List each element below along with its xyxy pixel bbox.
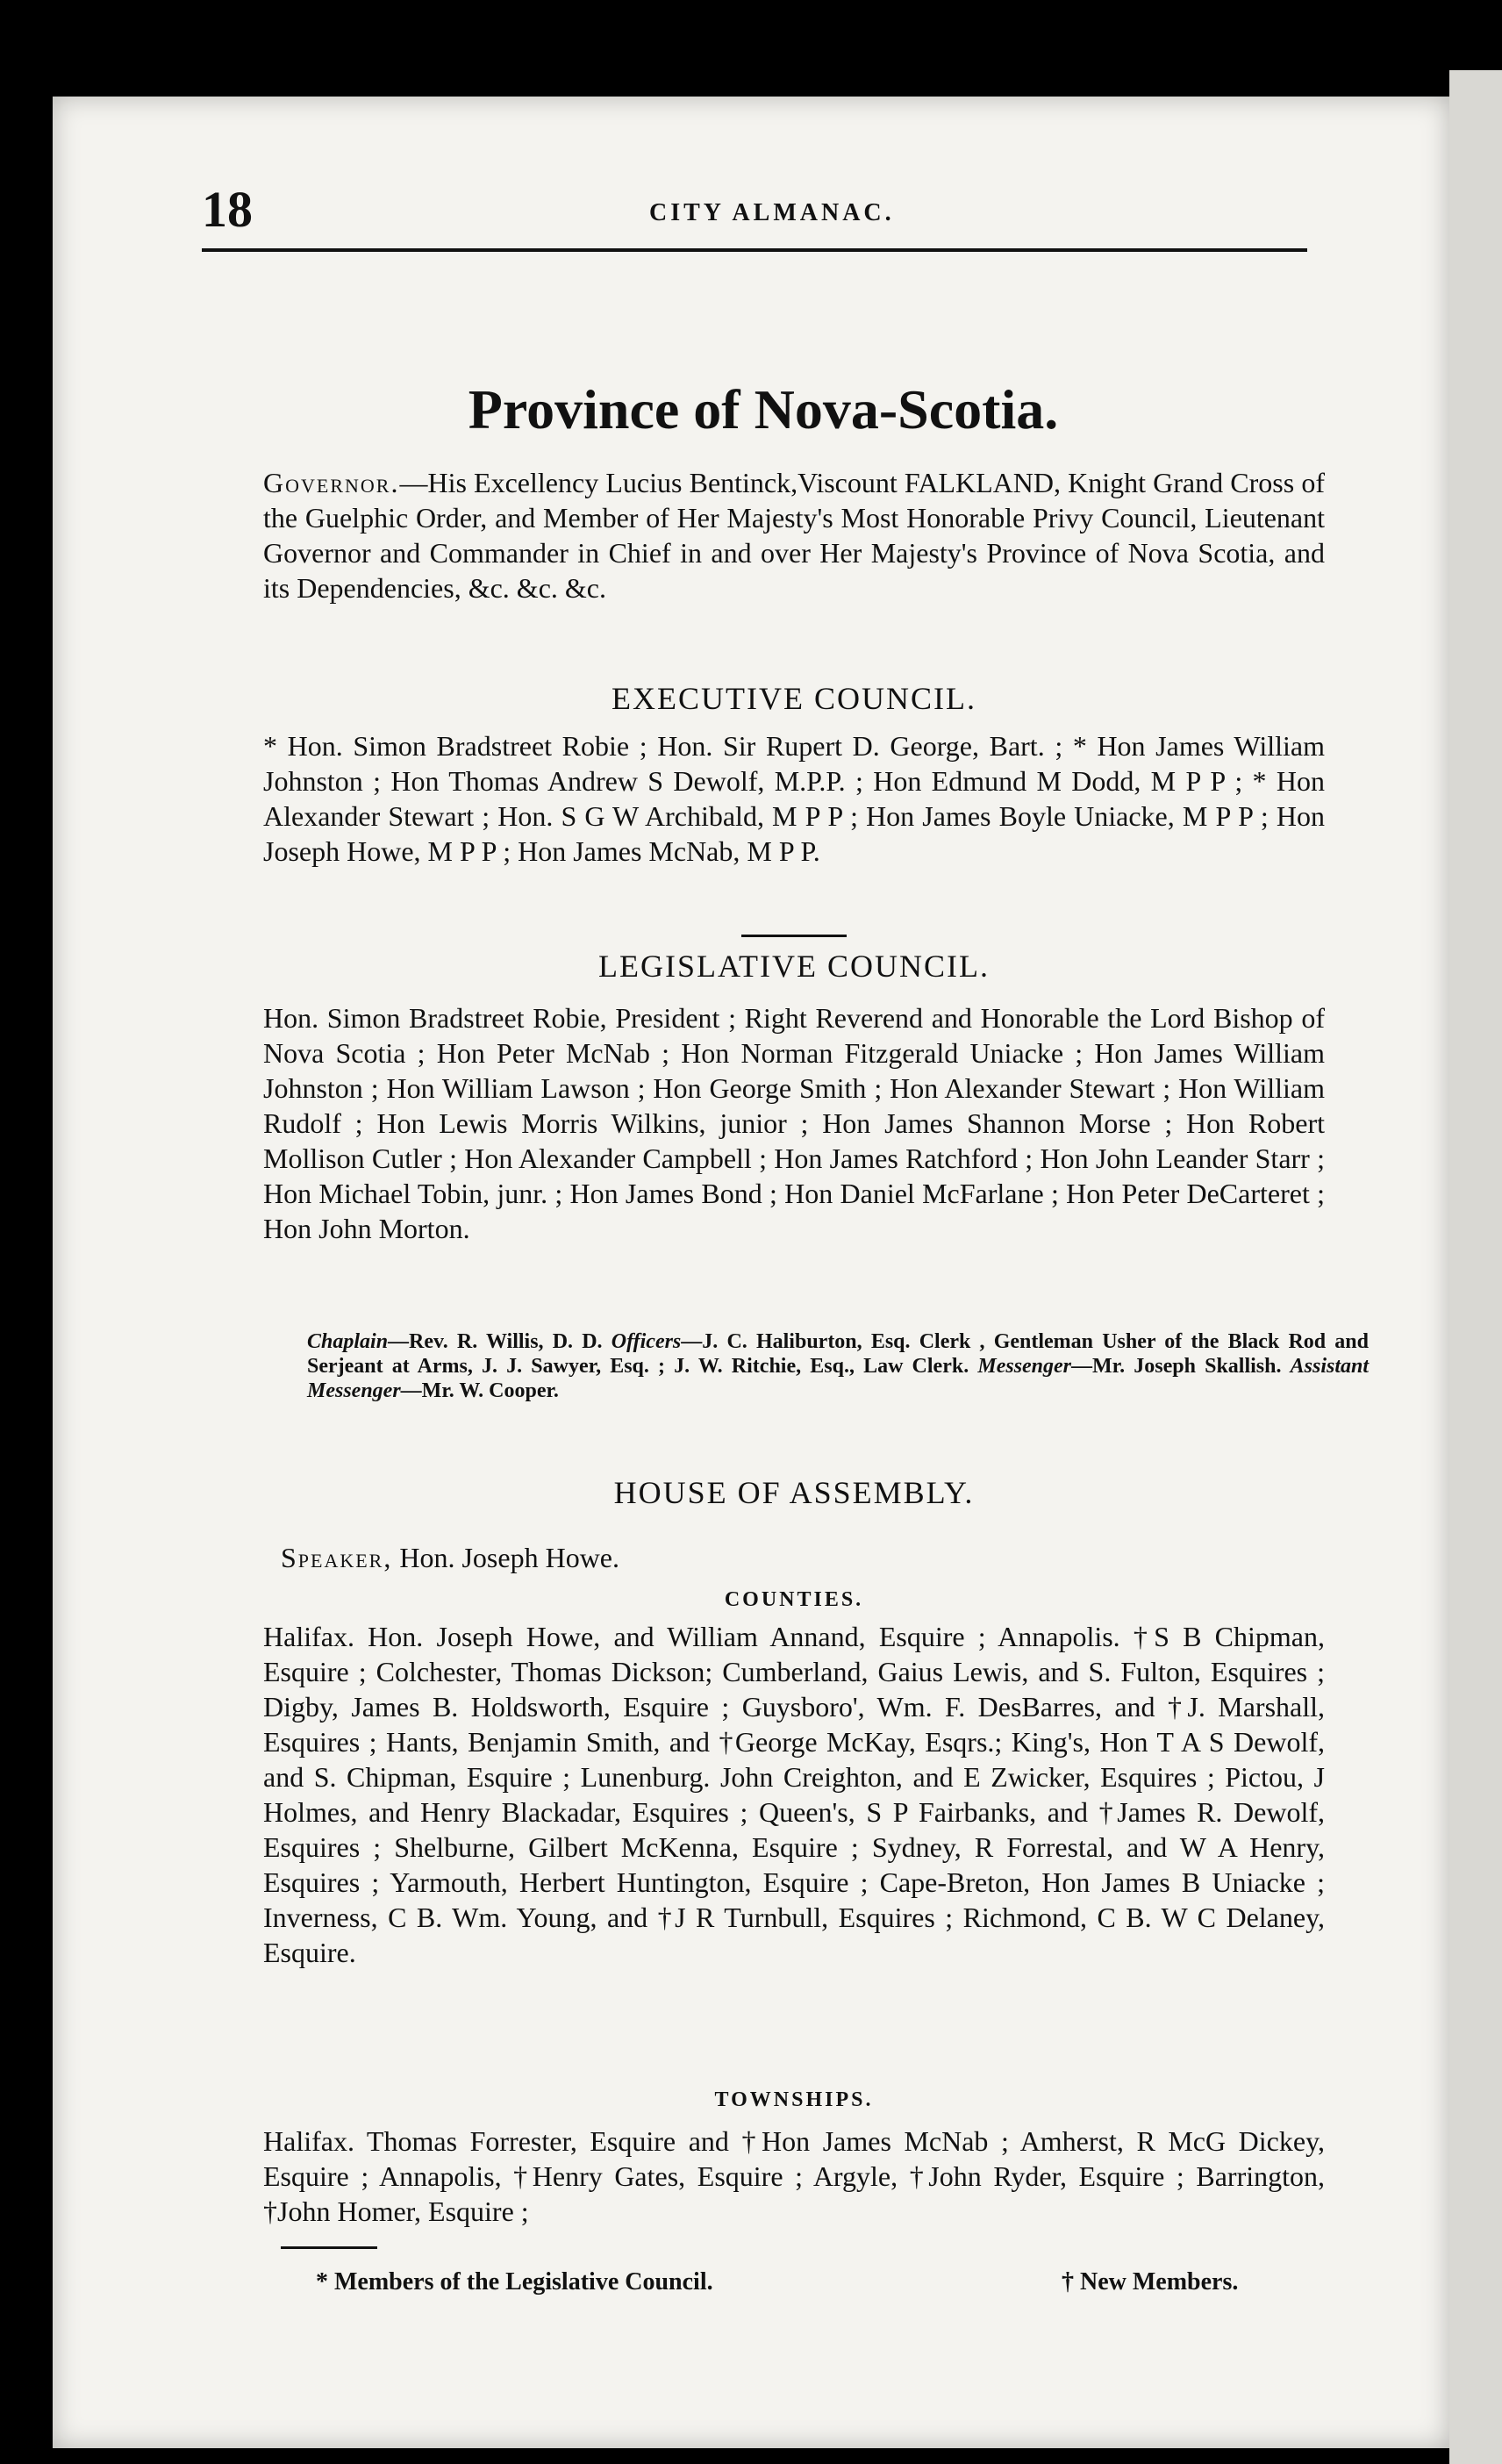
legislative-council-members: Hon. Simon Bradstreet Robie, President ; Right Reverend and Honorable the Lord Bishop of Nova Scotia ; Hon Peter McNab ; Hon Norman Fitzgerald Uniacke ; Hon James William Johnston ; Hon William Lawson ; Hon George Smith ; Hon Alexander Stewart ; Hon William Rudolf ; Hon Lewis Morris Wilkins, junior ; Hon James Shannon Morse ; Hon Robert Mollison Cutler ; Hon Alexander Campbell ; Hon James Ratchford ; Hon John Leander Starr ; Hon Michael Tobin, junr. ; Hon James Bond ; Hon Daniel McFarlane ; Hon Peter DeCarteret ; Hon John Morton. [263,1002,1325,1244]
assistant-messenger-text: —Mr. W. Cooper. [400,1379,559,1402]
governor-label: Governor. [263,467,400,498]
page-header [202,180,1307,250]
almanac-page [53,97,1449,2448]
officers-label: Officers [611,1330,682,1353]
governor-text: —His Excellency Lucius Bentinck,Viscount FALKLAND, Knight Grand Cross of the Guelphic Order, and Member of Her Majesty's Most Honorable Privy Council, Lieutenant Governor and Commander in Chief in and over Her Majesty's Province of Nova Scotia, and its Dependencies, &c. &c. &c. [263,467,1325,604]
chaplain-text: —Rev. R. Willis, D. D. [388,1330,603,1353]
messenger-label: Messenger [977,1355,1072,1378]
footnote-legislative-council: * Members of the Legislative Council. [316,2268,713,2296]
counties-members: Halifax. Hon. Joseph Howe, and William Annand, Esquire ; Annapolis. †S B Chipman, Esquire ; Colchester, Thomas Dickson; Cumberland, Gaius Lewis, and S. Fulton, Esquires ; Digby, James B. Holdsworth, Esquire ; Guysboro', Wm. F. DesBarres, and †J. Marshall, Esquires ; Hants, Benjamin Smith, and †George McKay, Esqrs.; King's, Hon T A S Dewolf, and S. Chipman, Esquire ; Lunenburg. John Creighton, and E Zwicker, Esquires ; Pictou, J Holmes, and Henry Blackadar, Esquires ; Queen's, S P Fairbanks, and †James R. Dewolf, Esquires ; Shelburne, Gilbert McKenna, Esquire ; Sydney, R Forrestal, and W A Henry, Esquires ; Yarmouth, Herbert Huntington, Esquire ; Cape-Breton, Hon James B Uniacke ; Inverness, C B. Wm. Young, and †J R Turnbull, Esquires ; Richmond, C B. W C Delaney, Esquire. [263,1621,1325,1968]
speaker-line [281,1540,1342,1575]
header-rule [202,248,1307,252]
executive-council-members: * Hon. Simon Bradstreet Robie ; Hon. Sir Rupert D. George, Bart. ; * Hon James William Johnston ; Hon Thomas Andrew S Dewolf, M.P.P. ; Hon Edmund M Dodd, M P P ; * Hon Alexander Stewart ; Hon. S G W Archibald, M P P ; Hon James Boyle Uniacke, M P P ; Hon Joseph Howe, M P P ; Hon James McNab, M P P. [263,730,1325,867]
speaker-name: Hon. Joseph Howe. [399,1542,619,1573]
running-head: CITY ALMANAC. [649,199,895,226]
messenger-text: —Mr. Joseph Skallish. [1071,1355,1282,1378]
legislative-council-heading: LEGISLATIVE COUNCIL. [598,949,990,984]
executive-council-heading: EXECUTIVE COUNCIL. [612,681,976,716]
footnote-new-members: † New Members. [1062,2268,1239,2296]
page-number: 18 [202,181,253,238]
page-title: Province of Nova-Scotia. [468,378,1059,441]
townships-heading: TOWNSHIPS. [714,2088,874,2111]
townships-members: Halifax. Thomas Forrester, Esquire and †Hon James McNab ; Amherst, R McG Dickey, Esquire ; Annapolis, †Henry Gates, Esquire ; Argyle, †John Ryder, Esquire ; Barrington, †John Homer, Esquire ; [263,2125,1325,2227]
footnote-rule [281,2246,377,2249]
legislative-council-officers [307,1329,1369,1403]
counties-heading: COUNTIES. [724,1588,864,1611]
officers-text: —J. C. Haliburton, Esq. Clerk , Gentleman Usher of the Black Rod and Serjeant at Arms, J. J. Sawyer, Esq. ; J. W. Ritchie, Esq., Law Clerk. [307,1330,1369,1378]
governor-paragraph [263,465,1325,605]
assistant-messenger-label: Assistant Messenger [307,1355,1370,1402]
adjacent-page-edge [1449,70,1502,2464]
speaker-label: Speaker, [281,1542,393,1573]
section-divider [741,935,847,937]
house-of-assembly-heading: HOUSE OF ASSEMBLY. [613,1475,975,1510]
chaplain-label: Chaplain [307,1330,389,1353]
